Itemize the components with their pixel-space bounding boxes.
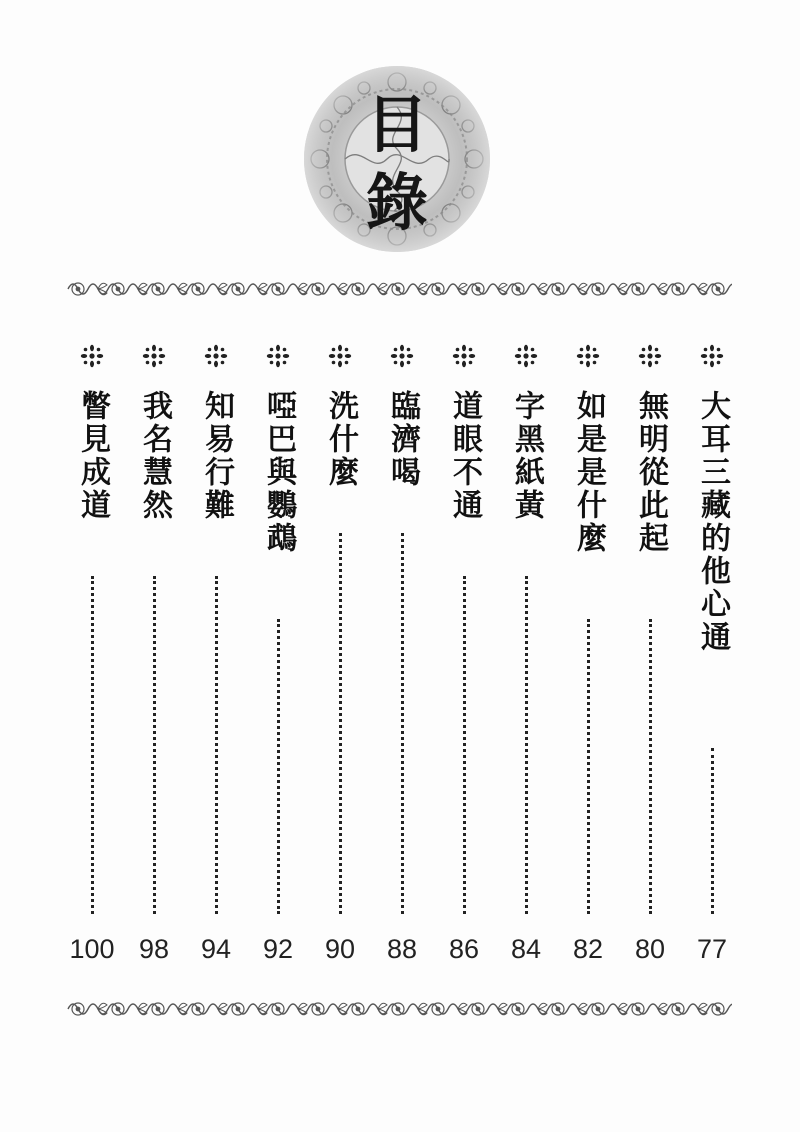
- vine-border-top: [66, 276, 732, 302]
- leader-dots: [649, 619, 652, 914]
- leader-dots: [711, 748, 714, 914]
- toc-page-number: 88: [386, 934, 418, 964]
- toc-entry-title: 臨濟喝: [385, 390, 420, 489]
- leader-dots: [153, 576, 156, 914]
- toc-page-number: 80: [634, 934, 666, 964]
- toc-entry-title: 字黑紙黃: [509, 390, 544, 522]
- toc-page-number: 94: [200, 934, 232, 964]
- vine-border-icon: [66, 996, 732, 1022]
- vine-border-bottom: [66, 996, 732, 1022]
- toc-entry[interactable]: [258, 344, 298, 964]
- toc-page-number: 98: [138, 934, 170, 964]
- toc-page-number: 92: [262, 934, 294, 964]
- toc-entry[interactable]: [506, 344, 546, 964]
- toc-page-number: 77: [696, 934, 728, 964]
- toc-entry[interactable]: [320, 344, 360, 964]
- leader-dots: [525, 576, 528, 914]
- flower-ornament-icon: [204, 344, 228, 368]
- toc-entry[interactable]: [196, 344, 236, 964]
- toc-entry[interactable]: [692, 344, 732, 964]
- flower-ornament-icon: [80, 344, 104, 368]
- toc-entry[interactable]: [444, 344, 484, 964]
- toc-entry-title: 瞥見成道: [75, 390, 110, 522]
- toc-entry-title: 我名慧然: [137, 390, 172, 522]
- toc-entry[interactable]: [568, 344, 608, 964]
- leader-dots: [401, 533, 404, 914]
- toc-entry[interactable]: [630, 344, 670, 964]
- flower-ornament-icon: [390, 344, 414, 368]
- leader-dots: [339, 533, 342, 914]
- toc-page-number: 82: [572, 934, 604, 964]
- toc-entry-title: 如是是什麼: [571, 390, 606, 555]
- toc-entry[interactable]: [134, 344, 174, 964]
- toc-entry[interactable]: [382, 344, 422, 964]
- flower-ornament-icon: [514, 344, 538, 368]
- title-char-1: 目: [365, 88, 428, 161]
- toc-entry[interactable]: [69, 344, 115, 964]
- toc-entry-title: 道眼不通: [447, 390, 482, 522]
- flower-ornament-icon: [266, 344, 290, 368]
- toc-entry-title: 啞巴與鸚鵡: [261, 390, 296, 555]
- toc-page-number: 90: [324, 934, 356, 964]
- vine-border-icon: [66, 276, 732, 302]
- toc-entry-title: 大耳三藏的他心通: [695, 390, 730, 654]
- flower-ornament-icon: [142, 344, 166, 368]
- flower-ornament-icon: [452, 344, 476, 368]
- toc-entry-title: 洗什麼: [323, 390, 358, 489]
- toc-page-number: 86: [448, 934, 480, 964]
- leader-dots: [215, 576, 218, 914]
- toc-entry-title: 無明從此起: [633, 390, 668, 555]
- leader-dots: [463, 576, 466, 914]
- leader-dots: [587, 619, 590, 914]
- title-char-2: 錄: [365, 166, 428, 239]
- title-medallion: [302, 64, 492, 254]
- flower-ornament-icon: [638, 344, 662, 368]
- leader-dots: [91, 576, 94, 914]
- flower-ornament-icon: [328, 344, 352, 368]
- flower-ornament-icon: [700, 344, 724, 368]
- toc-entry-title: 知易行難: [199, 390, 234, 522]
- toc-page-number: 100: [69, 934, 115, 964]
- flower-ornament-icon: [576, 344, 600, 368]
- leader-dots: [277, 619, 280, 914]
- toc-page-number: 84: [510, 934, 542, 964]
